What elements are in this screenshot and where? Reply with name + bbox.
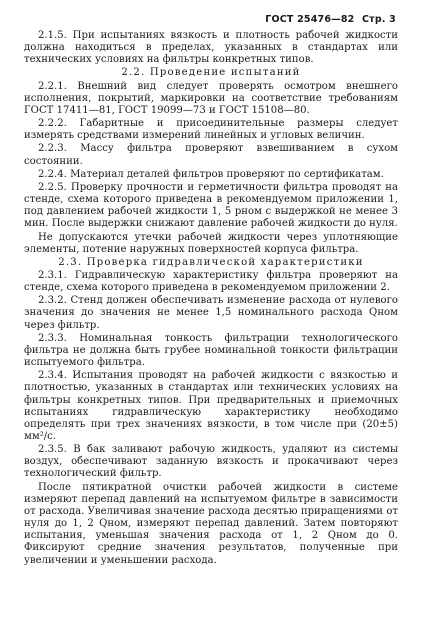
page-number: Стр. 3 [361, 14, 396, 25]
paragraph-2-1-5: 2.1.5. При испытаниях вязкость и плотность рабочей жидкости должна находиться в пределах, указанных в стандартах или технических условиях на фильтры конкретных типов. [24, 30, 398, 66]
section-heading-2-3: 2.3. Проверка гидравлической характеристики [58, 256, 364, 268]
paragraph-2-3-2: 2.3.2. Стенд должен обеспечивать изменение расхода от нулевого значения до значения не менее 1,5 номинального расхода Qном через фильтр. [24, 295, 398, 331]
paragraph-2-3-3: 2.3.3. Номинальная тонкость фильтрации технологического фильтра не должна быть грубее номинальной тонкости фильтрации испытуемого фильтра. [24, 332, 398, 369]
section-heading-2-2: 2.2. Проведение испытаний [121, 67, 301, 79]
paragraph-2-2-4: 2.2.4. Материал деталей фильтров проверяют по сертификатам. [38, 168, 384, 180]
paragraph-2-2-3: 2.2.3. Массу фильтра проверяют взвешиванием в сухом состоянии. [24, 143, 398, 167]
standard-number: ГОСТ 25476—82 [265, 14, 355, 25]
paragraph-2-3-4: 2.3.4. Испытания проводят на рабочей жидкости с вязкостью и плотностью, указанных в стандартах или технических условиях на фильтры конкретных типов. При предварительных и приемочных испытаниях гидравлическую характеристику необходимо определять при трех значениях вязкости, в том числе при (20±5) мм²/с. [24, 370, 398, 442]
paragraph-2-3-1: 2.3.1. Гидравлическую характеристику фильтра проверяют на стенде, схема которого приведена в рекомендуемом приложении 2. [24, 269, 398, 294]
paragraph-leak-note: Не допускаются утечки рабочей жидкости через уплотняющие элементы, потение наружных поверхностей корпуса фильтра. [24, 231, 398, 255]
paragraph-2-2-5: 2.2.5. Проверку прочности и герметичности фильтра проводят на стенде, схема которого приведена в рекомендуемом приложении 1, под давлением рабочей жидкости 1, 5 pном с выдержкой не менее 3 мин. После выдержки снижают давление рабочей жидкости до нуля. [24, 181, 398, 230]
page-header [261, 14, 396, 25]
paragraph-2-2-2: 2.2.2. Габаритные и присоединительные размеры следует измерять средствами измерений линейных и угловых величин. [24, 118, 398, 142]
paragraph-2-3-5: 2.3.5. В бак заливают рабочую жидкость, удаляют из системы воздух, обеспечивают заданную вязкость и прокачивают через технологический фильтр. [24, 444, 398, 480]
paragraph-2-2-1: 2.2.1. Внешний вид следует проверять осмотром внешнего исполнения, покрытий, маркировки на соответствие требованиям ГОСТ 17411—81, ГОСТ 19099—73 и ГОСТ 15108—80. [24, 80, 398, 116]
document-body [24, 30, 398, 567]
paragraph-cleaning-procedure: После пятикратной очистки рабочей жидкости в системе измеряют перепад давлений на испытуемом фильтре в зависимости от расхода. Увеличивая значение расхода десятью приращениями от нуля до 1, 2 Qном, измеряют перепад давлений. Затем повторяют испытания, уменьшая значения расхода от 1, 2 Qном до 0. Фиксируют средние значения результатов, полученные при увеличении и уменьшении расхода. [24, 481, 398, 566]
